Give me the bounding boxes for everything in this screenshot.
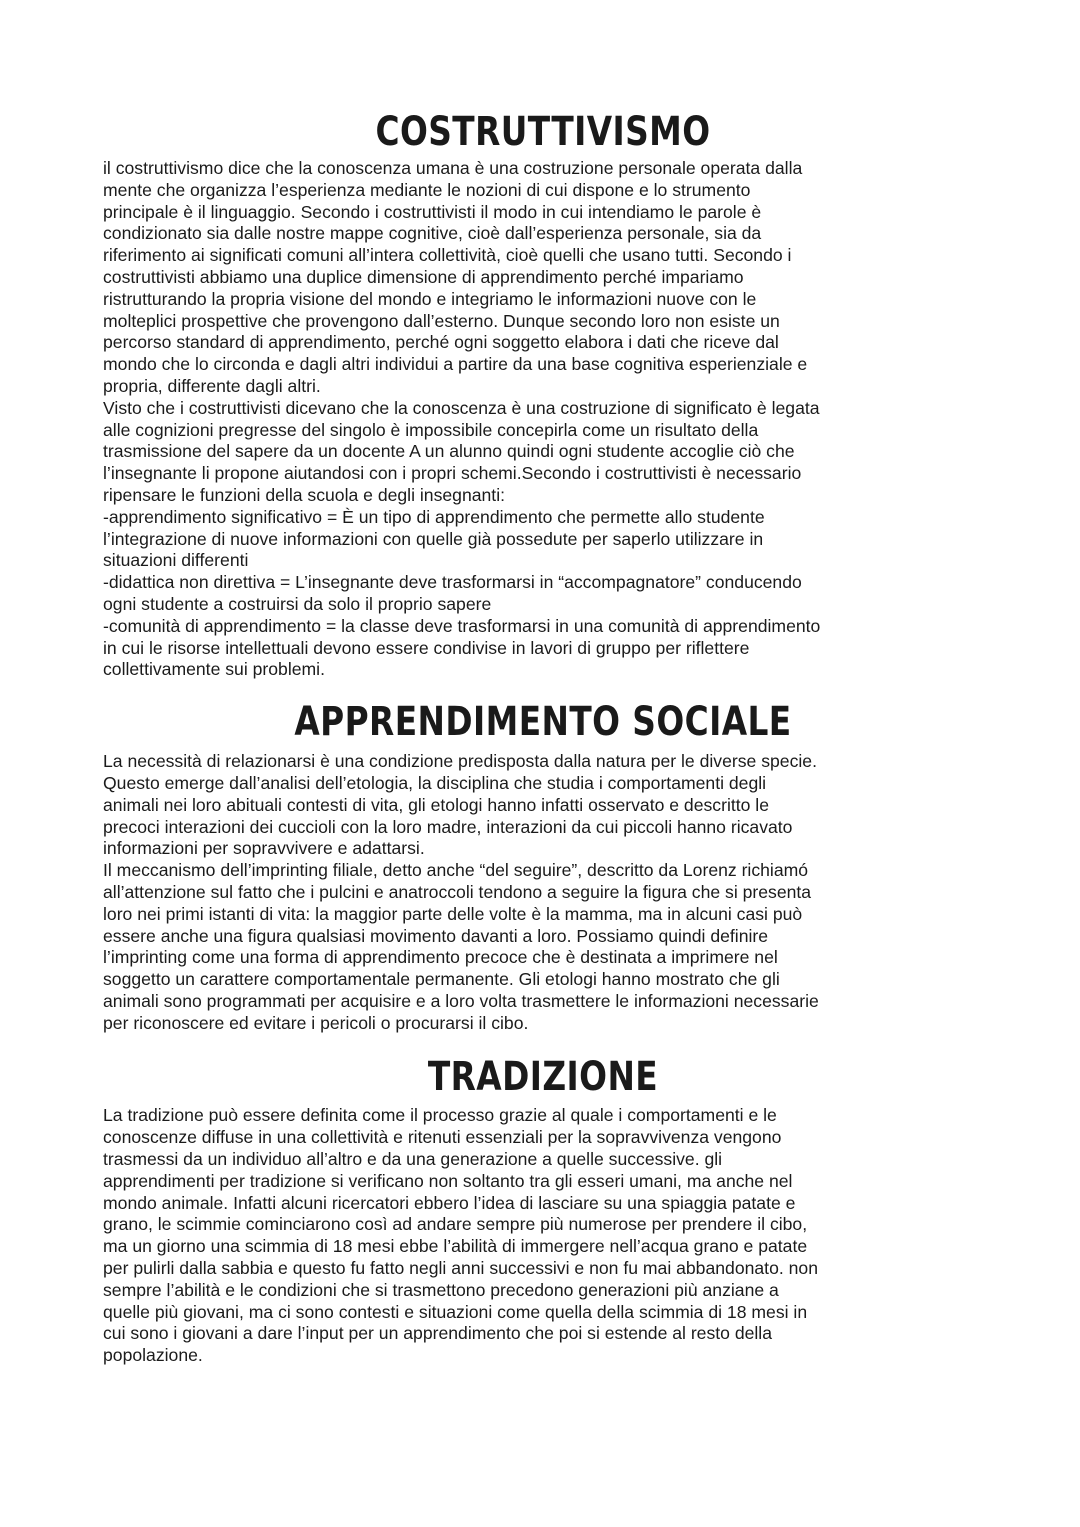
section-tradizione — [103, 1053, 1080, 1367]
paragraph: Il meccanismo dell’imprinting filiale, detto anche “del seguire”, descritto da Lorenz richiamó all’attenzione sul fatto che i pulcini e anatroccoli tendono a seguire la figura che si presenta loro nei primi istanti di vita: la maggior parte delle volte è la mamma, ma in alcuni casi può essere anche una figura qualsiasi movimento davanti a loro. Possiamo quindi definire l’imprinting come una forma di apprendimento precoce che è destinata a imprimere nel soggetto un carattere comportamentale permanente. Gli etologi hanno mostrato che gli animali sono programmati per acquisire e a loro volta trasmettere le informazioni necessarie per riconoscere ed evitare i pericoli o procurarsi il cibo. — [103, 860, 819, 1033]
section-title: TRADIZIONE — [427, 1054, 659, 1101]
paragraph: La tradizione può essere definita come il processo grazie al quale i comportamenti e le conoscenze diffuse in una collettività e ritenuti essenziali per la sopravvivenza vengono trasmessi da un individuo all’altro e da una generazione a quelle successive. gli apprendimenti per tradizione si verificano non soltanto tra gli esseri umani, ma anche nel mondo animale. Infatti alcuni ricercatori ebbero l’idea di lasciare su una spiaggia patate e grano, le scimmie cominciarono così ad andare sempre più numerose per prendere il cibo, ma un giorno una scimmia di 18 mesi ebbe l’abilità di immergere nell’acqua grano e patate per pulirli dalla sabbia e questo fu fatto negli anni successivi e non fu mai abbandonato. non sempre l’abilità e le condizioni che si trasmettono precedono generazioni più anziane a quelle più giovani, ma ci sono contesti e situazioni come quella della scimmia di 18 mesi in cui sono i giovani a dare l’input per un apprendimento che poi si estende al resto della popolazione. — [103, 1105, 818, 1366]
paragraph: La necessità di relazionarsi è una condizione predisposta dalla natura per le diverse specie. Questo emerge dall’analisi dell’etologia, la disciplina che studia i comportamenti degli animali nei loro abituali contesti di vita, gli etologi hanno infatti osservato e descritto le precoci interazioni dei cuccioli con la loro madre, interazioni da cui piccoli hanno ricavato informazioni per sopravvivere e adattarsi. — [103, 751, 817, 859]
paragraph: Visto che i costruttivisti dicevano che la conoscenza è una costruzione di significato è legata alle cognizioni pregresse del singolo è impossibile concepirla come un risultato della trasmissione del sapere da un docente A un alunno quindi ogni studente accoglie ciò che l’insegnante li propone aiutandosi con i propri schemi.Secondo i costruttivisti è necessario ripensare le funzioni della scuola e degli insegnanti: — [103, 397, 820, 505]
paragraph: -didattica non direttiva = L’insegnante deve trasformarsi in “accompagnatore” conducendo ogni studente a costruirsi da solo il proprio sapere — [103, 572, 802, 614]
paragraph: -comunità di apprendimento = la classe deve trasformarsi in una comunità di apprendimento in cui le risorse intellettuali devono essere condivise in lavori di gruppo per riflettere collettivamente sui problemi. — [103, 615, 821, 680]
section-title: COSTRUTTIVISMO — [375, 109, 711, 155]
paragraph: il costruttivismo dice che la conoscenza umana è una costruzione personale operata dalla mente che organizza l’esperienza mediante le nozioni di cui dispone e lo strumento principale è il linguaggio. Secondo i costruttivisti il modo in cui intendiamo le parole è condizionato sia dalle nostre mappe cognitive, cioè dall’esperienza personale, sia da riferimento ai significati comuni all’intera collettività, cioè quelli che usano tutti. Secondo i costruttivisti abbiamo una duplice dimensione di apprendimento perché impariamo ristrutturando la propria visione del mondo e integriamo le informazioni nuove con le molteplici prospettive che provengono dall’esterno. Dunque secondo loro non esiste un percorso standard di apprendimento, perché ogni soggetto elabora i dati che riceve dal mondo che lo circonda e dagli altri individui a partire da una base cognitiva esperienziale e propria, differente dagli altri. — [103, 158, 808, 396]
section-apprendimento-sociale — [103, 698, 1080, 1034]
paragraph: -apprendimento significativo = È un tipo di apprendimento che permette allo studente l’integrazione di nuove informazioni con quelle già possedute per saperlo utilizzare in situazioni differenti — [103, 506, 765, 571]
section-costruttivismo — [103, 108, 1080, 681]
section-title: APPRENDIMENTO SOCIALE — [294, 699, 792, 746]
